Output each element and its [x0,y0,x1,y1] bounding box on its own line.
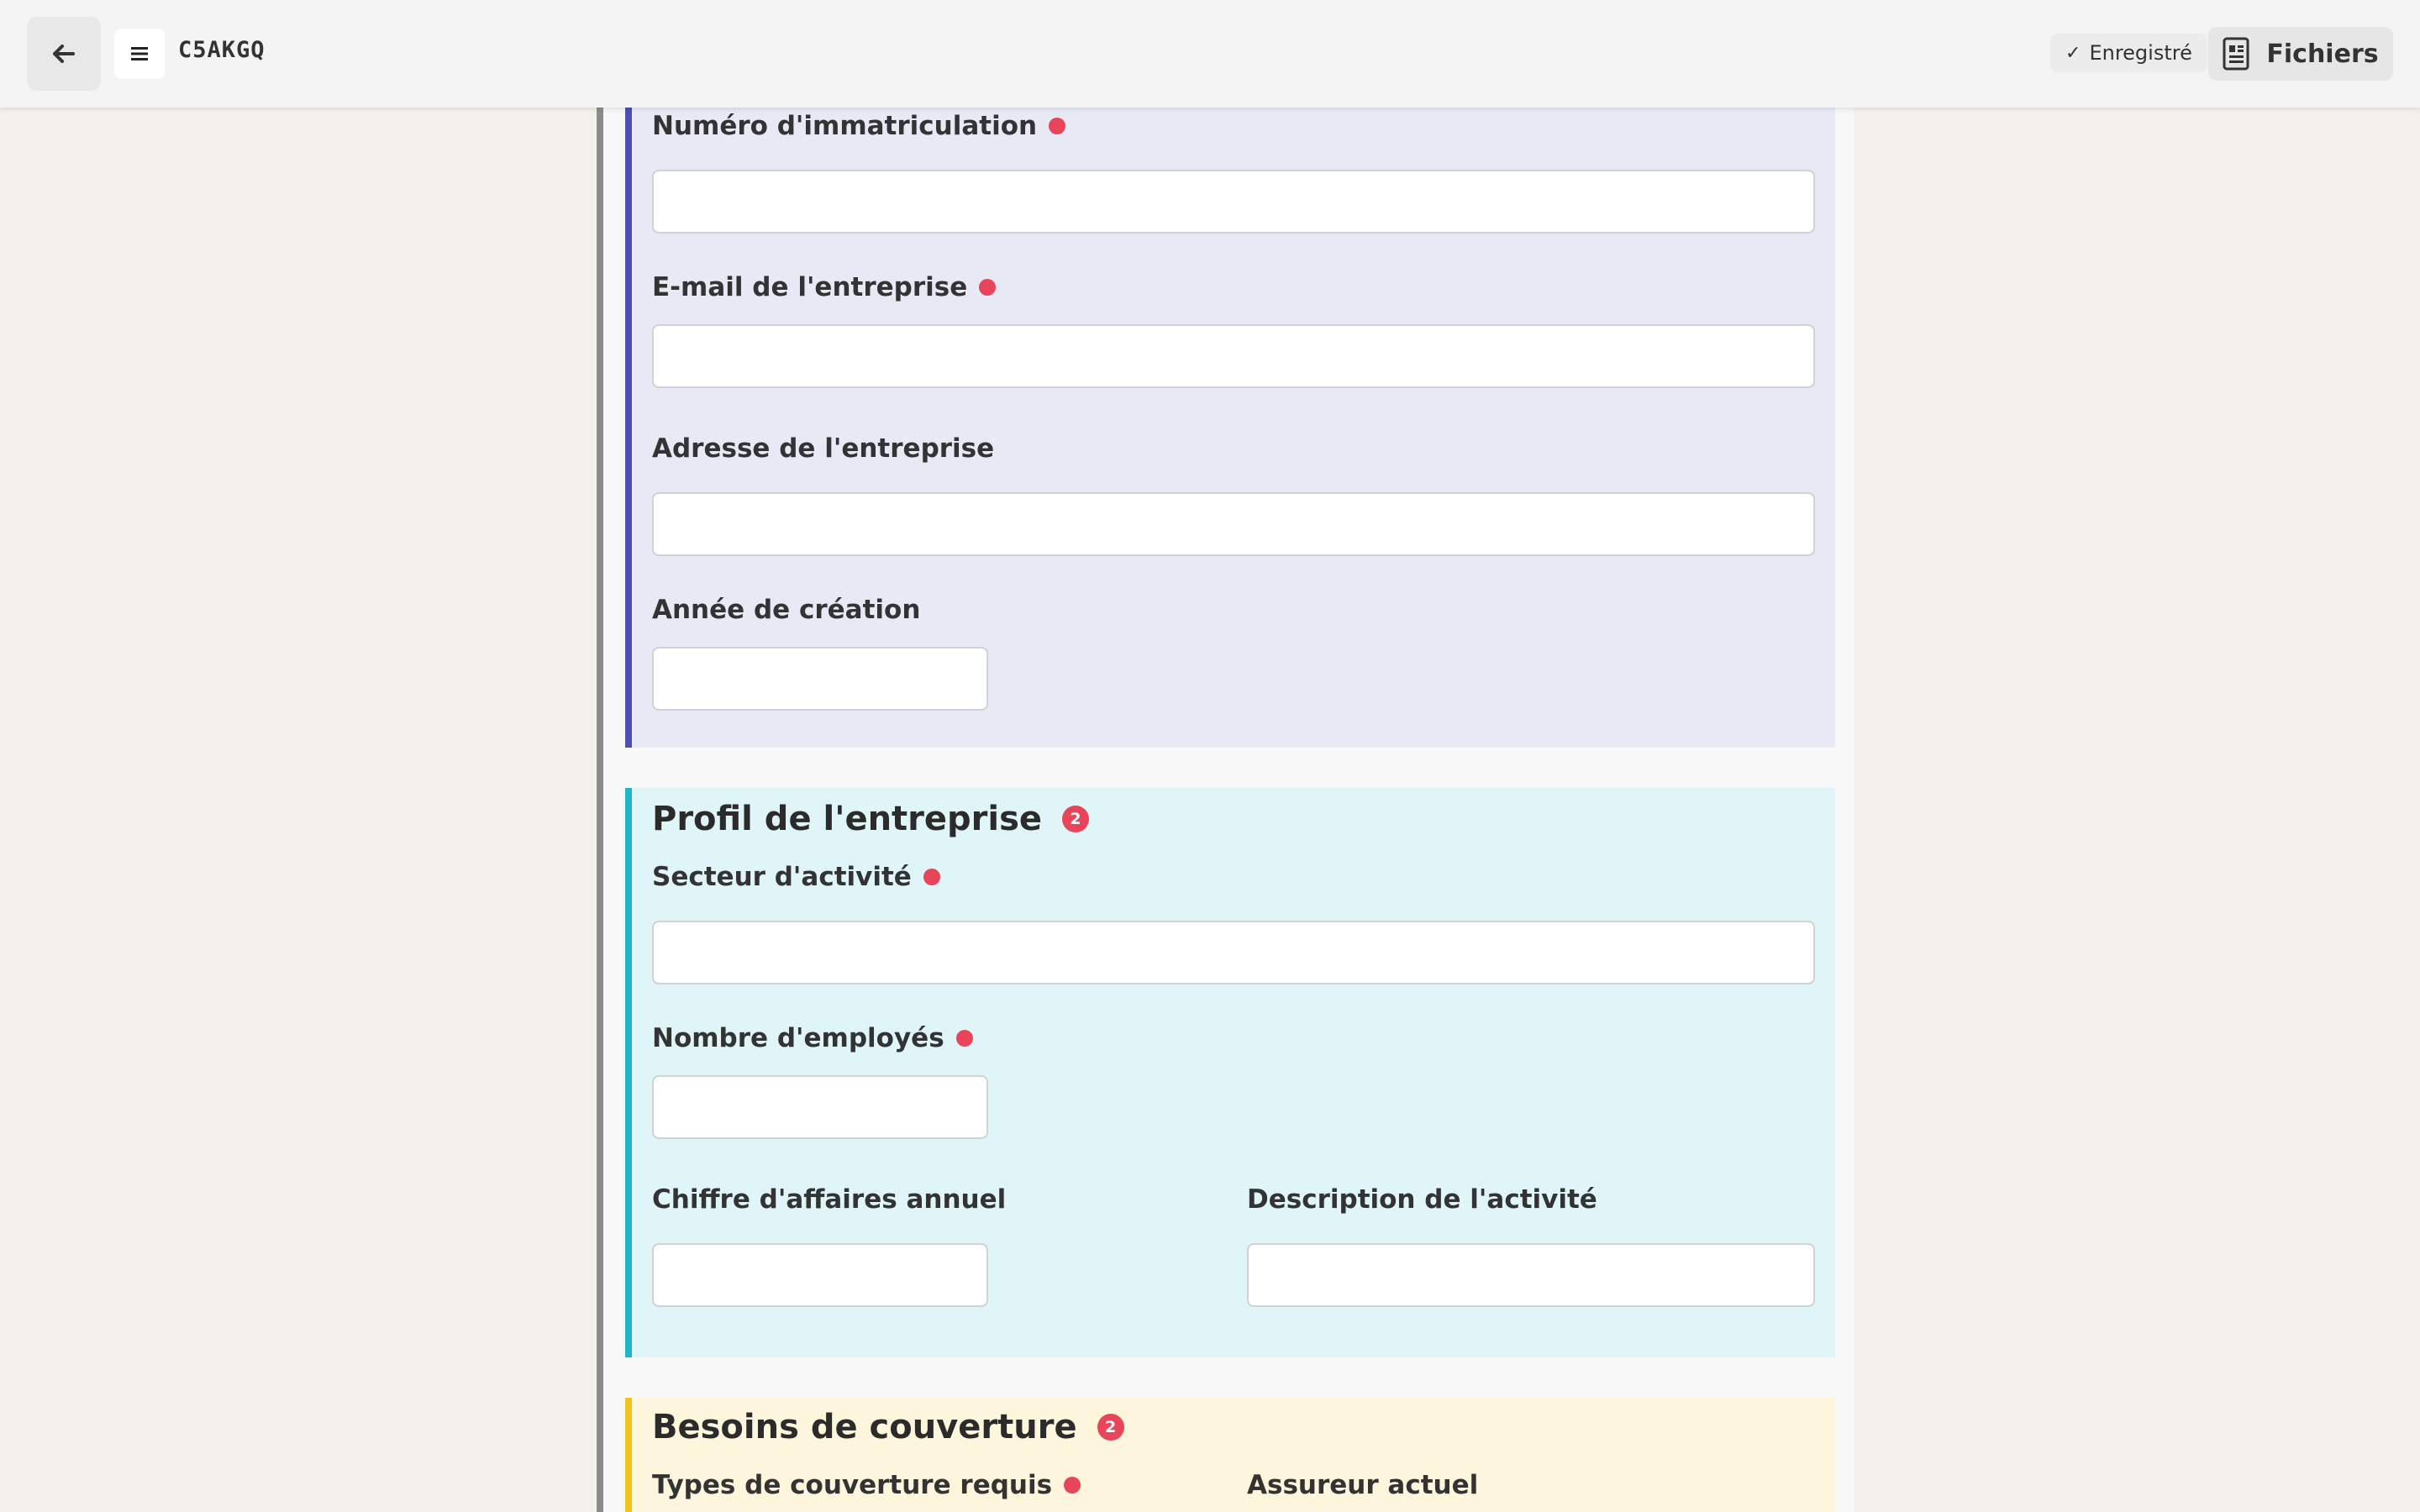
required-indicator [979,279,996,296]
registration-number-input[interactable] [652,170,1815,234]
section-title-company-profile [652,800,1089,838]
section-company-identity [625,108,1835,748]
required-count-badge: 2 [1097,1414,1124,1441]
company-address-label-text: Adresse de l'entreprise [652,433,995,464]
files-button-label: Fichiers [2266,39,2379,69]
activity-description-label [1247,1184,1597,1215]
company-email-input[interactable] [652,324,1815,388]
current-insurer-label [1247,1470,1478,1500]
top-bar [0,0,2420,108]
coverage-types-label-text: Types de couverture requis [652,1470,1053,1500]
required-indicator [1049,118,1065,134]
company-address-label [652,433,994,464]
activity-description-input[interactable] [1247,1243,1815,1307]
creation-year-input[interactable] [652,647,988,711]
company-email-label [652,272,996,302]
registration-number-label [652,111,1065,141]
required-count-badge: 2 [1062,806,1089,832]
revenue-label [652,1184,1006,1215]
company-email-label-text: E-mail de l'entreprise [652,272,968,302]
back-button[interactable] [27,17,101,91]
arrow-left-icon [53,45,75,63]
required-indicator [1064,1477,1081,1494]
section-accent-bar [625,788,632,1357]
sector-label-text: Secteur d'activité [652,862,912,892]
saved-status-label: Enregistré [2089,41,2192,65]
current-insurer-label-text: Assureur actuel [1247,1470,1479,1500]
section-coverage-needs [625,1398,1835,1512]
section-title-coverage-needs [652,1408,1124,1446]
employees-label-text: Nombre d'employés [652,1023,944,1053]
employees-input[interactable] [652,1075,988,1139]
column-divider [597,108,603,1512]
sector-input[interactable] [652,921,1815,984]
revenue-input[interactable] [652,1243,988,1307]
saved-status-badge [2050,34,2207,72]
menu-button[interactable] [114,29,165,79]
required-indicator [923,869,940,885]
section-accent-bar [625,108,632,748]
coverage-types-label [652,1470,1081,1500]
section-company-profile [625,788,1835,1357]
sector-label [652,862,940,892]
document-icon [2223,37,2249,71]
section-accent-bar [625,1398,632,1512]
check-icon: ✓ [2065,42,2081,64]
activity-description-label-text: Description de l'activité [1247,1184,1597,1215]
creation-year-label [652,595,920,625]
company-address-input[interactable] [652,492,1815,556]
hamburger-icon [131,47,148,60]
section-title-text: Profil de l'entreprise [652,800,1043,838]
document-code: C5AKGQ [178,37,266,63]
required-indicator [956,1030,973,1047]
revenue-label-text: Chiffre d'affaires annuel [652,1184,1007,1215]
employees-label [652,1023,973,1053]
creation-year-label-text: Année de création [652,595,921,625]
files-button[interactable] [2208,27,2393,81]
section-title-text: Besoins de couverture [652,1408,1077,1446]
registration-number-label-text: Numéro d'immatriculation [652,111,1038,141]
